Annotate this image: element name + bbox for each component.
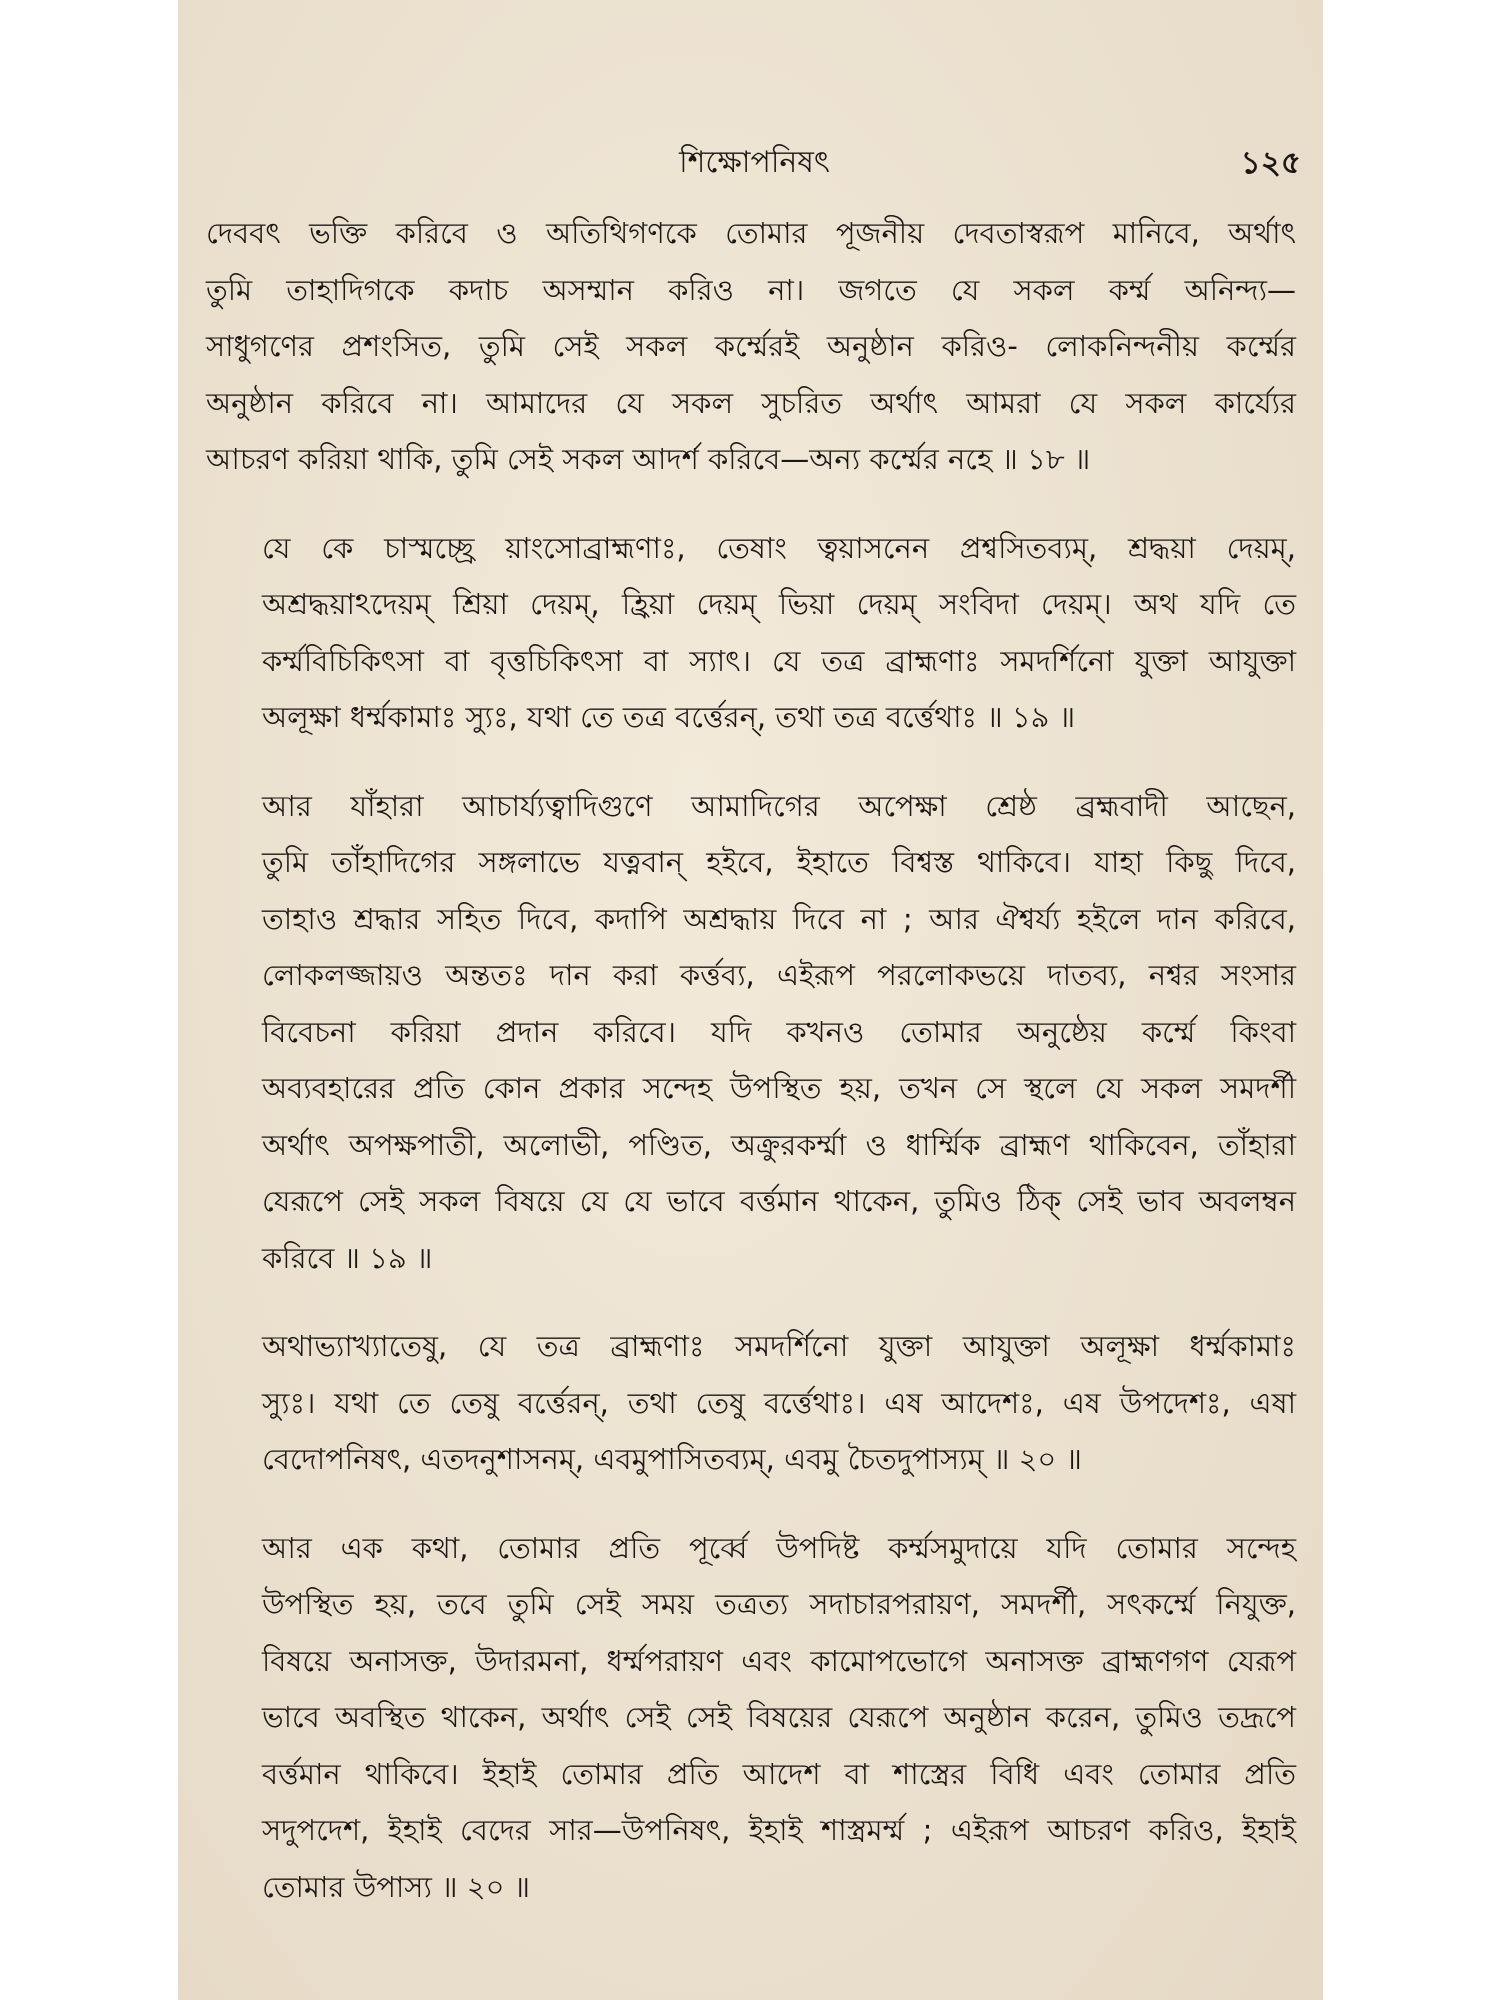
paragraph-2-sanskrit xyxy=(206,520,1296,746)
text-line: তাহাও শ্রদ্ধার সহিত দিবে, কদাপি অশ্রদ্ধায় দিবে না ; আর ঐশ্বর্য্য হইলে দান করিবে, xyxy=(262,901,1296,936)
text-line: আর এক কথা, তোমার প্রতি পূর্ব্বে উপদিষ্ট কর্ম্মসমুদায়ে যদি তোমার সন্দেহ xyxy=(262,1530,1296,1565)
page-header xyxy=(208,138,1301,188)
text-line: তুমি তাহাদিগকে কদাচ অসম্মান করিও না। জগতে যে সকল কর্ম্ম অনিন্দ্য— xyxy=(206,272,1296,307)
text-line: স্যুঃ। যথা তে তেষু বর্ত্তেরন্, তথা তেষু বর্ত্তেথাঃ। এষ আদেশঃ, এষ উপদেশঃ, এষা xyxy=(262,1385,1296,1420)
text-line: অথাভ্যাখ্যাতেষু, যে তত্র ব্রাহ্মণাঃ সমদর্শিনো যুক্তা আযুক্তা অলূক্ষা ধর্ম্মকামাঃ xyxy=(262,1329,1296,1363)
text-line: যে কে চাস্মচ্ছ্রে য়াংসোব্রাহ্মণাঃ, তেষাং ত্বয়াসনেন প্রশ্বসিতব্যম্, শ্রদ্ধয়া দেয়ম্, xyxy=(262,530,1296,565)
text-line: অব্যবহারের প্রতি কোন প্রকার সন্দেহ উপস্থিত হয়, তখন সে স্থলে যে সকল সমদর্শী xyxy=(262,1071,1296,1105)
text-line: করিবে ॥ ১৯ ॥ xyxy=(262,1240,433,1275)
text-line: কর্ম্মবিচিকিৎসা বা বৃত্তচিকিৎসা বা স্যাৎ। যে তত্র ব্রাহ্মণাঃ সমদর্শিনো যুক্তা আযুক্তা xyxy=(262,643,1296,678)
text-line: অলূক্ষা ধর্ম্মকামাঃ স্যুঃ, যথা তে তত্র বর্ত্তেরন্, তথা তত্র বর্ত্তেথাঃ ॥ ১৯ ॥ xyxy=(262,700,1076,734)
text-line: যেরূপে সেই সকল বিষয়ে যে যে ভাবে বর্ত্তমান থাকেন, তুমিও ঠিক্ সেই ভাব অবলম্বন xyxy=(262,1184,1296,1218)
text-line: অশ্রদ্ধয়াঽদেয়ম্ শ্রিয়া দেয়ম্, হ্রিয়া দেয়ম্ ভিয়া দেয়ম্ সংবিদা দেয়ম্। অথ যদি তে xyxy=(262,587,1296,621)
text-line: আচরণ করিয়া থাকি, তুমি সেই সকল আদর্শ করিবে—অন্য কর্ম্মের নহে ॥ ১৮ ॥ xyxy=(206,442,1091,476)
text-line: অনুষ্ঠান করিবে না। আমাদের যে সকল সুচরিত অর্থাৎ আমরা যে সকল কার্য্যের xyxy=(206,385,1296,420)
text-line: আর যাঁহারা আচার্য্যত্বাদিগুণে আমাদিগের অপেক্ষা শ্রেষ্ঠ ব্রহ্মবাদী আছেন, xyxy=(262,788,1296,823)
text-line: বিবেচনা করিয়া প্রদান করিবে। যদি কখনও তোমার অনুষ্ঠেয় কর্ম্মে কিংবা xyxy=(262,1014,1296,1049)
text-line: উপস্থিত হয়, তবে তুমি সেই সময় তত্রত্য সদাচারপরায়ণ, সমদর্শী, সৎকর্ম্মে নিযুক্ত, xyxy=(262,1587,1296,1621)
text-line: লোকলজ্জায়ও অন্ততঃ দান করা কর্ত্তব্য, এইরূপ পরলোকভয়ে দাতব্য, নশ্বর সংসার xyxy=(262,958,1296,992)
text-line: তুমি তাঁহাদিগের সঙ্গলাভে যত্নবান্ হইবে, ইহাতে বিশ্বস্ত থাকিবে। যাহা কিছু দিবে, xyxy=(262,845,1296,879)
page-body xyxy=(206,205,1296,1947)
book-page xyxy=(178,0,1323,2000)
running-title: শিক্ষোপনিষৎ xyxy=(679,145,830,180)
text-line: দেববৎ ভক্তি করিবে ও অতিথিগণকে তোমার পূজনীয় দেবতাস্বরূপ মানিবে, অর্থাৎ xyxy=(206,216,1296,250)
text-line: সাধুগণের প্রশংসিত, তুমি সেই সকল কর্ম্মেরই অনুষ্ঠান করিও- লোকনিন্দনীয় কর্ম্মের xyxy=(206,329,1296,363)
page-number: ১২৫ xyxy=(1240,145,1301,181)
text-line: বর্ত্তমান থাকিবে। ইহাই তোমার প্রতি আদেশ বা শাস্ত্রের বিধি এবং তোমার প্রতি xyxy=(262,1756,1296,1791)
paragraph-4-sanskrit xyxy=(206,1318,1296,1488)
paragraph-3 xyxy=(206,778,1296,1287)
text-line: ভাবে অবস্থিত থাকেন, অর্থাৎ সেই সেই বিষয়ের যেরূপে অনুষ্ঠান করেন, তুমিও তদ্রূপে xyxy=(262,1700,1296,1734)
text-line: অর্থাৎ অপক্ষপাতী, অলোভী, পণ্ডিত, অক্রুরকর্ম্মা ও ধার্ম্মিক ব্রাহ্মণ থাকিবেন, তাঁহারা xyxy=(262,1127,1296,1162)
text-line: তোমার উপাস্য ॥ ২০ ॥ xyxy=(262,1869,531,1904)
text-line: বিষয়ে অনাসক্ত, উদারমনা, ধর্ম্মপরায়ণ এবং কামোপভোগে অনাসক্ত ব্রাহ্মণগণ যেরূপ xyxy=(262,1643,1296,1678)
text-line: বেদোপনিষৎ, এতদনুশাসনম্, এবমুপাসিতব্যম্, এবমু চৈতদুপাস্যম্ ॥ ২০ ॥ xyxy=(262,1442,1082,1476)
text-line: সদুপদেশ, ইহাই বেদের সার—উপনিষৎ, ইহাই শাস্ত্রমর্ম্ম ; এইরূপ আচরণ করিও, ইহাই xyxy=(262,1813,1296,1847)
paragraph-5 xyxy=(206,1520,1296,1916)
paragraph-1 xyxy=(206,205,1296,488)
